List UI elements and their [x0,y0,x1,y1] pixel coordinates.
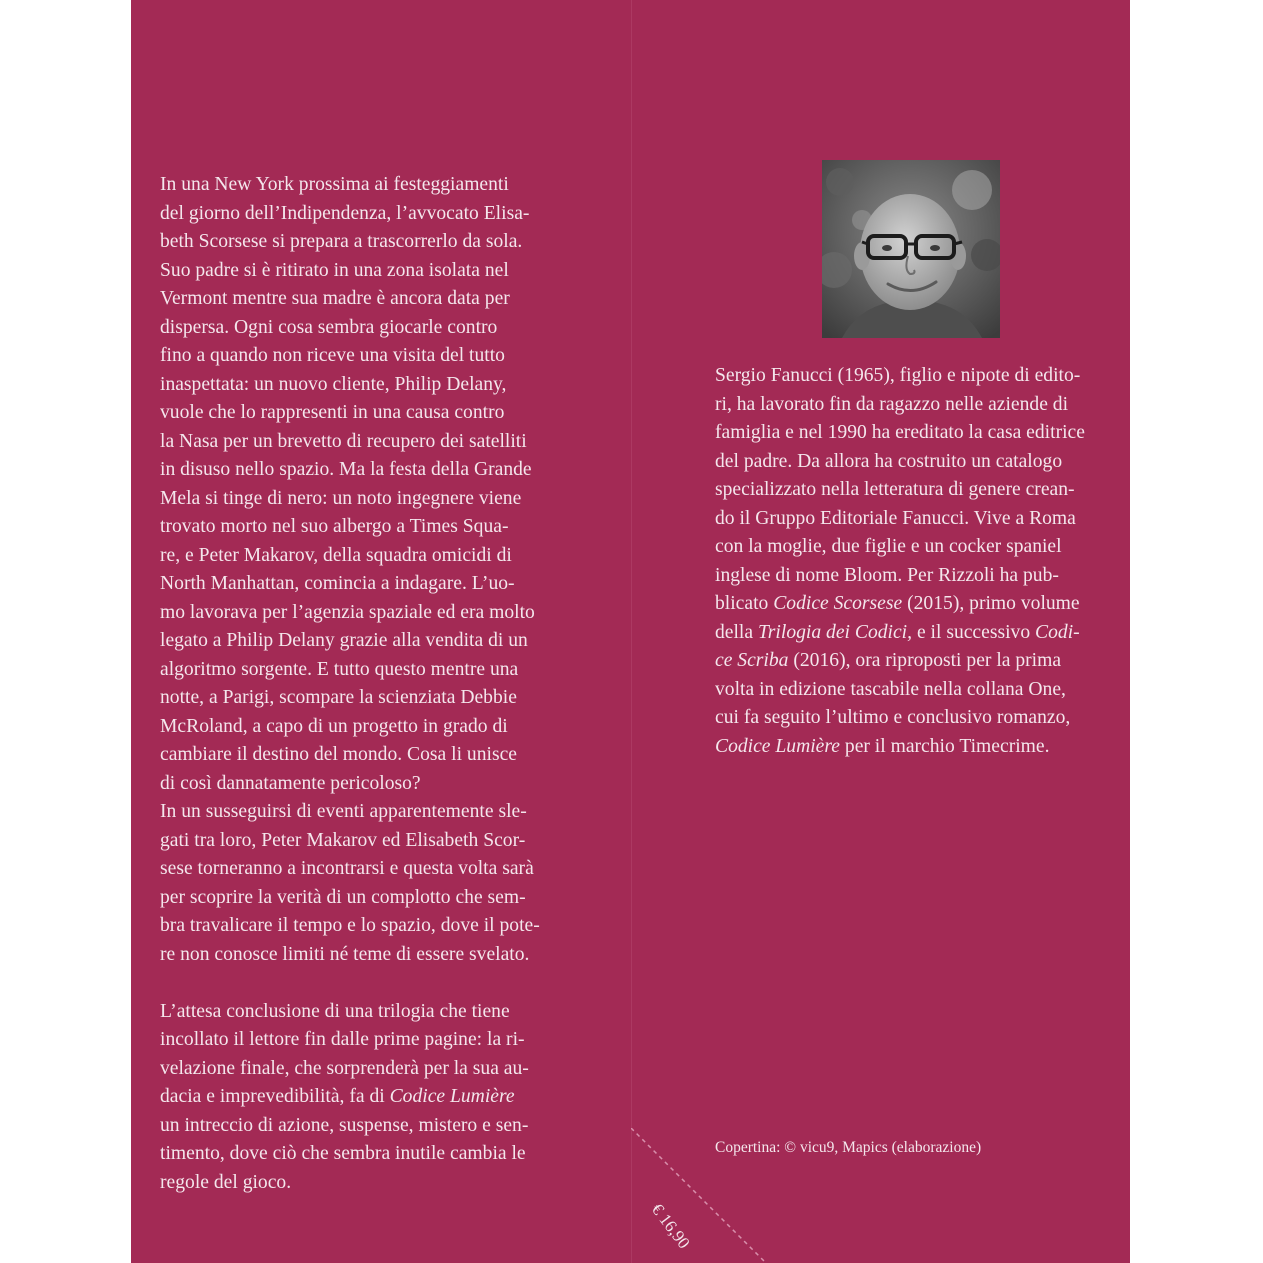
bio-line: cui fa seguito l’ultimo e conclusivo romanzo, [715,707,1071,728]
bio-line [715,733,1115,762]
book-title: Codice Lumière [389,1086,515,1107]
synopsis-line: In un susseguirsi di eventi apparentemente sle- [160,801,527,822]
bio-text: e il successivo [916,621,1031,643]
book-back-cover [131,0,1130,1263]
bio-line [715,619,1115,648]
synopsis-line: fino a quando non riceve una visita del tutto [160,345,505,366]
bio-text: blicato [715,593,769,614]
blurb-line: timento, dove ciò che sembra inutile cambia le [160,1143,526,1164]
synopsis-line: algoritmo sorgente. E tutto questo mentre una [160,658,519,680]
blurb-line: regole del gioco. [160,1171,292,1193]
synopsis-line: del giorno dell’Indipendenza, l’avvocato Elisa- [160,202,530,224]
price-label: € 16,90 [647,1199,694,1253]
blurb-line: L’attesa conclusione di una trilogia che tiene [160,1000,510,1022]
blurb-text: dacia e imprevedibilità, fa di [160,1086,385,1107]
synopsis-line: re, e Peter Makarov, della squadra omicidi di [160,544,512,566]
blurb-line: velazione finale, che sorprenderà per la sua au- [160,1057,529,1079]
dashed-cut-line [631,1128,771,1263]
synopsis-line: vuole che lo rappresenti in una causa contro [160,402,505,423]
synopsis-line: beth Scorsese si prepara a trascorrerlo da sola. [160,231,523,252]
synopsis-line: re non conosce limiti né teme di essere svelato. [160,943,530,965]
bio-line: specializzato nella letteratura di genere crean- [715,479,1075,500]
bio-text: della [715,621,754,643]
bio-line: Sergio Fanucci (1965), figlio e nipote di edito- [715,365,1081,386]
bio-line: ri, ha lavorato fin da ragazzo nelle aziende di [715,393,1069,415]
bio-line: do il Gruppo Editoriale Fanucci. Vive a Roma [715,507,1076,529]
bio-line: inglese di nome Bloom. Per Rizzoli ha pub- [715,564,1059,586]
synopsis-line: in disuso nello spazio. Ma la festa della Grande [160,459,532,480]
bio-line [715,590,1115,619]
paragraph-gap [160,969,555,998]
synopsis-line: cambiare il destino del mondo. Cosa li unisce [160,744,517,765]
synopsis-line: di così dannatamente pericoloso? [160,772,421,794]
cover-credit: Copertina: © vicu9, Mapics (elaborazione) [715,1139,982,1156]
synopsis-line: Vermont mentre sua madre è ancora data per [160,288,510,309]
blurb-line: incollato il lettore fin dalle prime pagine: la ri- [160,1029,525,1050]
blurb-line [160,1083,555,1112]
author-photo [822,160,1000,338]
synopsis-line: sese torneranno a incontrarsi e questa volta sarà [160,858,534,879]
bio-line: famiglia e nel 1990 ha ereditato la casa editrice [715,422,1085,443]
synopsis-line: legato a Philip Delany grazie alla vendita di un [160,630,528,651]
synopsis-line: per scoprire la verità di un complotto che sem- [160,886,526,908]
synopsis-line: In una New York prossima ai festeggiamenti [160,174,509,195]
bio-text: per il marchio Timecrime. [844,735,1050,757]
series-title: Trilogia dei Codici, [757,621,913,643]
author-bio [715,362,1115,761]
synopsis-line: bra travalicare il tempo e lo spazio, dove il pote- [160,915,540,936]
synopsis-line: Suo padre si è ritirato in una zona isolata nel [160,259,509,281]
synopsis-line: notte, a Parigi, scompare la scienziata Debbie [160,687,517,708]
book-title: Codice Lumière [715,735,840,757]
book-title: Codi- [1035,621,1080,643]
bio-line: con la moglie, due figlie e un cocker spaniel [715,536,1062,557]
synopsis-line: North Manhattan, comincia a indagare. L’uo- [160,573,515,594]
synopsis-line: mo lavorava per l’agenzia spaziale ed era molto [160,601,535,623]
bio-text: (2016), ora riproposti per la prima [793,650,1062,671]
synopsis-line: la Nasa per un brevetto di recupero dei satelliti [160,430,527,452]
bio-line: del padre. Da allora ha costruito un catalogo [715,450,1063,472]
synopsis-line: gati tra loro, Peter Makarov ed Elisabeth Scor- [160,829,526,851]
bio-line: volta in edizione tascabile nella collana One, [715,678,1066,700]
book-title: ce Scriba [715,650,789,671]
book-title: Codice Scorsese [773,593,903,614]
synopsis-line: inaspettata: un nuovo cliente, Philip Delany, [160,373,507,395]
blurb-line: un intreccio di azione, suspense, mistero e sen- [160,1114,529,1136]
synopsis-line: Mela si tinge di nero: un noto ingegnere viene [160,487,522,509]
bio-text: (2015), primo volume [907,593,1080,614]
synopsis-line: trovato morto nel suo albergo a Times Squa- [160,516,509,537]
synopsis-line: dispersa. Ogni cosa sembra giocarle contro [160,316,498,338]
flap-fold-line [631,0,632,1263]
synopsis-text [160,171,555,1197]
synopsis-line: McRoland, a capo di un progetto in grado di [160,715,508,737]
bio-line [715,647,1115,676]
